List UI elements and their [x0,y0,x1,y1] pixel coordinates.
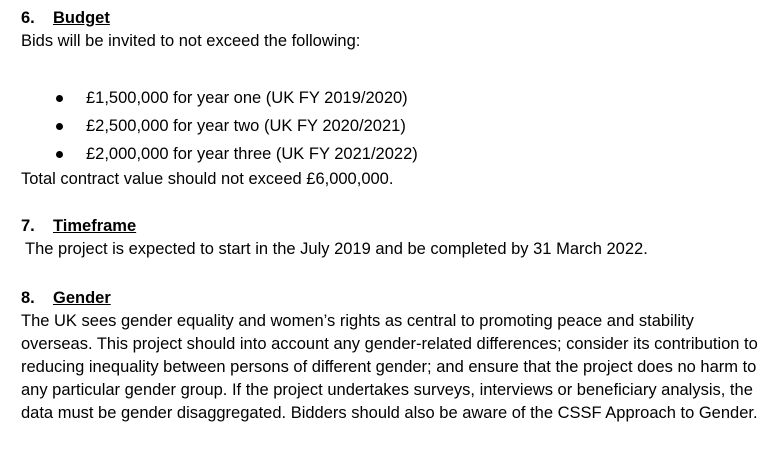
gender-heading-title: Gender [53,289,111,307]
bullet-icon [56,151,63,158]
gender-heading [21,287,759,310]
timeframe-section [21,215,759,261]
timeframe-text: The project is expected to start in the July 2019 and be completed by 31 March 2022. [25,240,648,258]
timeframe-heading [21,215,759,238]
budget-heading [21,7,759,30]
bullet-icon [56,95,63,102]
budget-heading-title: Budget [53,9,110,27]
budget-item-year-one: £1,500,000 for year one (UK FY 2019/2020) [86,89,408,107]
budget-total: Total contract value should not exceed £6,000,000. [21,170,394,188]
gender-text: The UK sees gender equality and women’s rights as central to promoting peace and stability overseas. This project should into account any gender-related differences; consider its contribution to reducing inequality between persons of different gender; and ensure that the project does no harm to any particular gender group. If the project undertakes surveys, interviews or beneficiary analysis, the data must be gender disaggregated. Bidders should also be aware of the CSSF Approach to Gender. [21,312,758,422]
budget-list [21,84,418,168]
bullet-icon [56,123,63,130]
list-item [21,112,418,140]
budget-intro: Bids will be invited to not exceed the following: [21,32,361,50]
timeframe-heading-number: 7. [21,217,35,235]
budget-item-year-two: £2,500,000 for year two (UK FY 2020/2021) [86,117,406,135]
gender-section [21,287,759,425]
budget-total-block [21,168,759,191]
gender-heading-number: 8. [21,289,35,307]
list-item [21,84,418,112]
timeframe-heading-title: Timeframe [53,217,137,235]
budget-section [21,7,759,53]
budget-item-year-three: £2,000,000 for year three (UK FY 2021/2022) [86,145,418,163]
budget-heading-number: 6. [21,9,35,27]
list-item [21,140,418,168]
